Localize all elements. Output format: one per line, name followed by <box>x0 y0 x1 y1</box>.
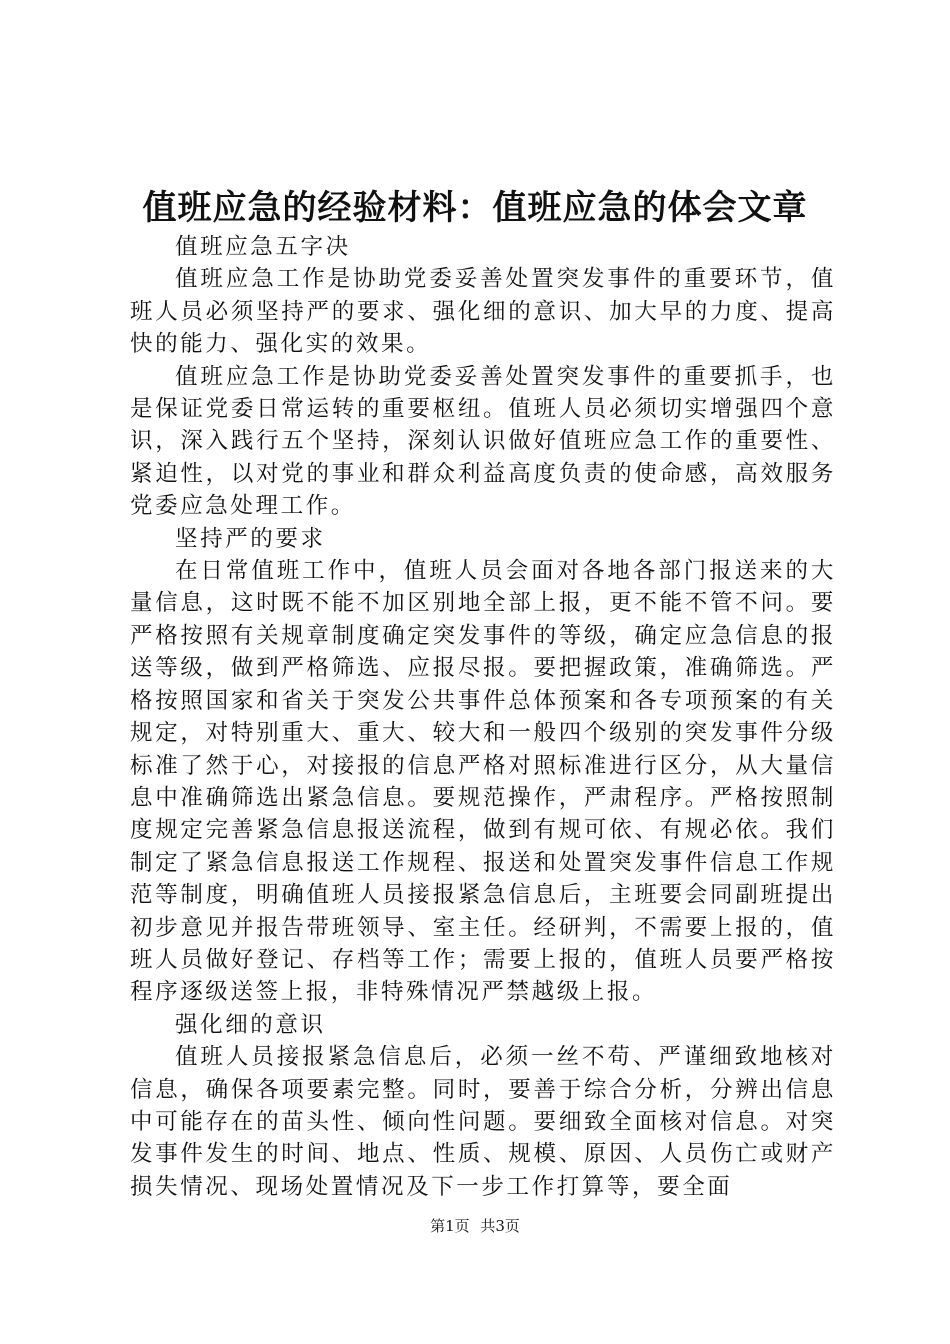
section-heading: 强化细的意识 <box>175 1011 326 1038</box>
body-paragraph: 值班应急工作是协助党委妥善处置突发事件的重要抓手，也是保证党委日常运转的重要枢纽。值班人员必须切实增强四个意识，深入践行五个坚持，深刻认识做好值班应急工作的重要性、紧迫性，以对党的事业和群众利益高度负责的使命感，高效服务党委应急处理工作。 <box>130 363 836 520</box>
body-paragraph: 值班人员接报紧急信息后，必须一丝不苟、严谨细致地核对信息，确保各项要素完整。同时，要善于综合分析，分辨出信息中可能存在的苗头性、倾向性问题。要细致全面核对信息。对突发事件发生的时间、地点、性质、规模、原因、人员伤亡或财产损失情况、现场处置情况及下一步工作打算等，要全面 <box>130 1044 836 1200</box>
body-paragraph: 值班应急工作是协助党委妥善处置突发事件的重要环节，值班人员必须坚持严的要求、强化细的意识、加大早的力度、提高快的能力、强化实的效果。 <box>130 266 836 358</box>
page-footer <box>0 1216 950 1236</box>
document-title: 值班应急的经验材料：值班应急的体会文章 <box>142 188 808 228</box>
section-heading: 坚持严的要求 <box>175 525 326 552</box>
page-number: 第1页 <box>430 1217 470 1235</box>
document-body <box>130 231 836 1203</box>
section-heading: 值班应急五字决 <box>175 234 351 260</box>
body-paragraph: 在日常值班工作中，值班人员会面对各地各部门报送来的大量信息，这时既不能不加区别地全部上报，更不能不管不问。要严格按照有关规章制度确定突发事件的等级，确定应急信息的报送等级，做到严格筛选、应报尽报。要把握政策，准确筛选。严格按照国家和省关于突发公共事件总体预案和各专项预案的有关规定，对特别重大、重大、较大和一般四个级别的突发事件分级标准了然于心，对接报的信息严格对照标准进行区分，从大量信息中准确筛选出紧急信息。要规范操作，严肃程序。严格按照制度规定完善紧急信息报送流程，做到有规可依、有规必依。我们制定了紧急信息报送工作规程、报送和处置突发事件信息工作规范等制度，明确值班人员接报紧急信息后，主班要会同副班提出初步意见并报告带班领导、室主任。经研判，不需要上报的，值班人员做好登记、存档等工作；需要上报的，值班人员要严格按程序逐级送签上报，非特殊情况严禁越级上报。 <box>130 558 836 1006</box>
page-total: 共3页 <box>480 1217 520 1235</box>
